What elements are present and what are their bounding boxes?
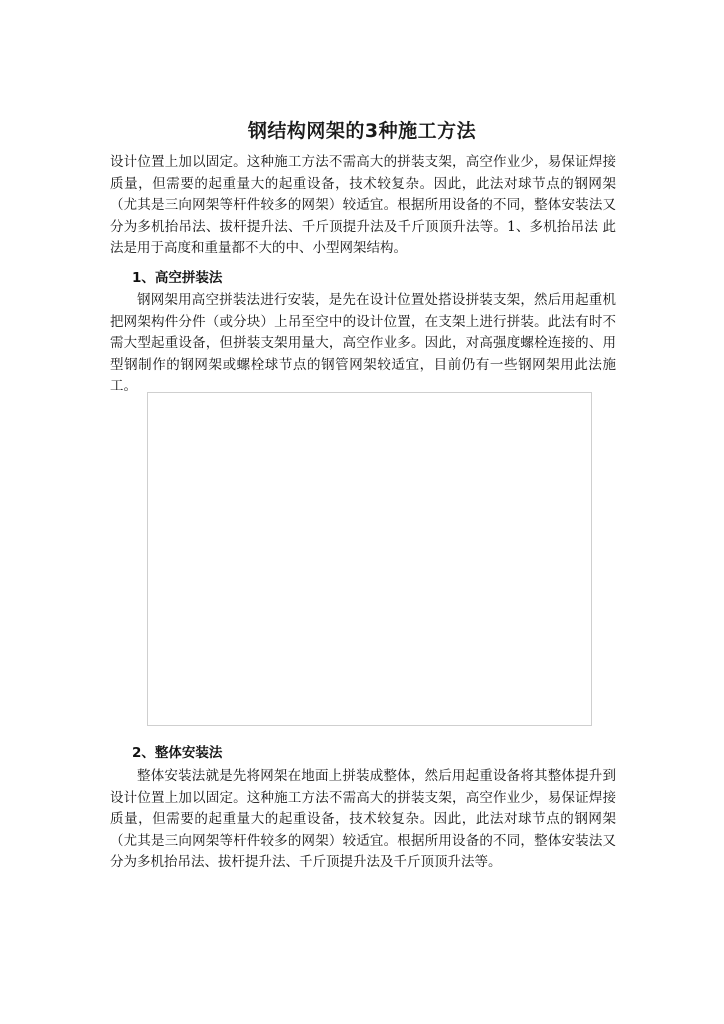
document-title: 钢结构网架的3种施工方法: [247, 120, 477, 142]
section-1-heading: 1、高空拼装法: [132, 270, 223, 286]
section-2-heading: 2、整体安装法: [132, 745, 223, 761]
section-1-paragraph: 钢网架用高空拼装法进行安装，是先在设计位置处搭设拼装支架，然后用起重机把网架构件分件（或分块）上吊至空中的设计位置，在支架上进行拼装。此法有时不需大型起重设备，但拼装支架用量大，高空作业多。因此，对高强度螺栓连接的、用型钢制作的钢网架或螺栓球节点的钢管网架较适宜，目前仍有一些钢网架用此法施工。: [110, 292, 616, 394]
figure-placeholder: [147, 392, 592, 726]
section-2-paragraph: 整体安装法就是先将网架在地面上拼装成整体，然后用起重设备将其整体提升到设计位置上加以固定。这种施工方法不需高大的拼装支架，高空作业少，易保证焊接质量，但需要的起重量大的起重设备，技术较复杂。因此，此法对球节点的钢网架（尤其是三向网架等杆件较多的网架）较适宜。根据所用设备的不同，整体安装法又分为多机抬吊法、拔杆提升法、千斤顶提升法及千斤顶顶升法等。: [110, 768, 616, 870]
intro-paragraph: 设计位置上加以固定。这种施工方法不需高大的拼装支架，高空作业少，易保证焊接质量，但需要的起重量大的起重设备，技术较复杂。因此，此法对球节点的钢网架（尤其是三向网架等杆件较多的网架）较适宜。根据所用设备的不同，整体安装法又分为多机抬吊法、拔杆提升法、千斤顶提升法及千斤顶顶升法等。1、多机抬吊法 此法是用于高度和重量都不大的中、小型网架结构。: [110, 154, 616, 256]
